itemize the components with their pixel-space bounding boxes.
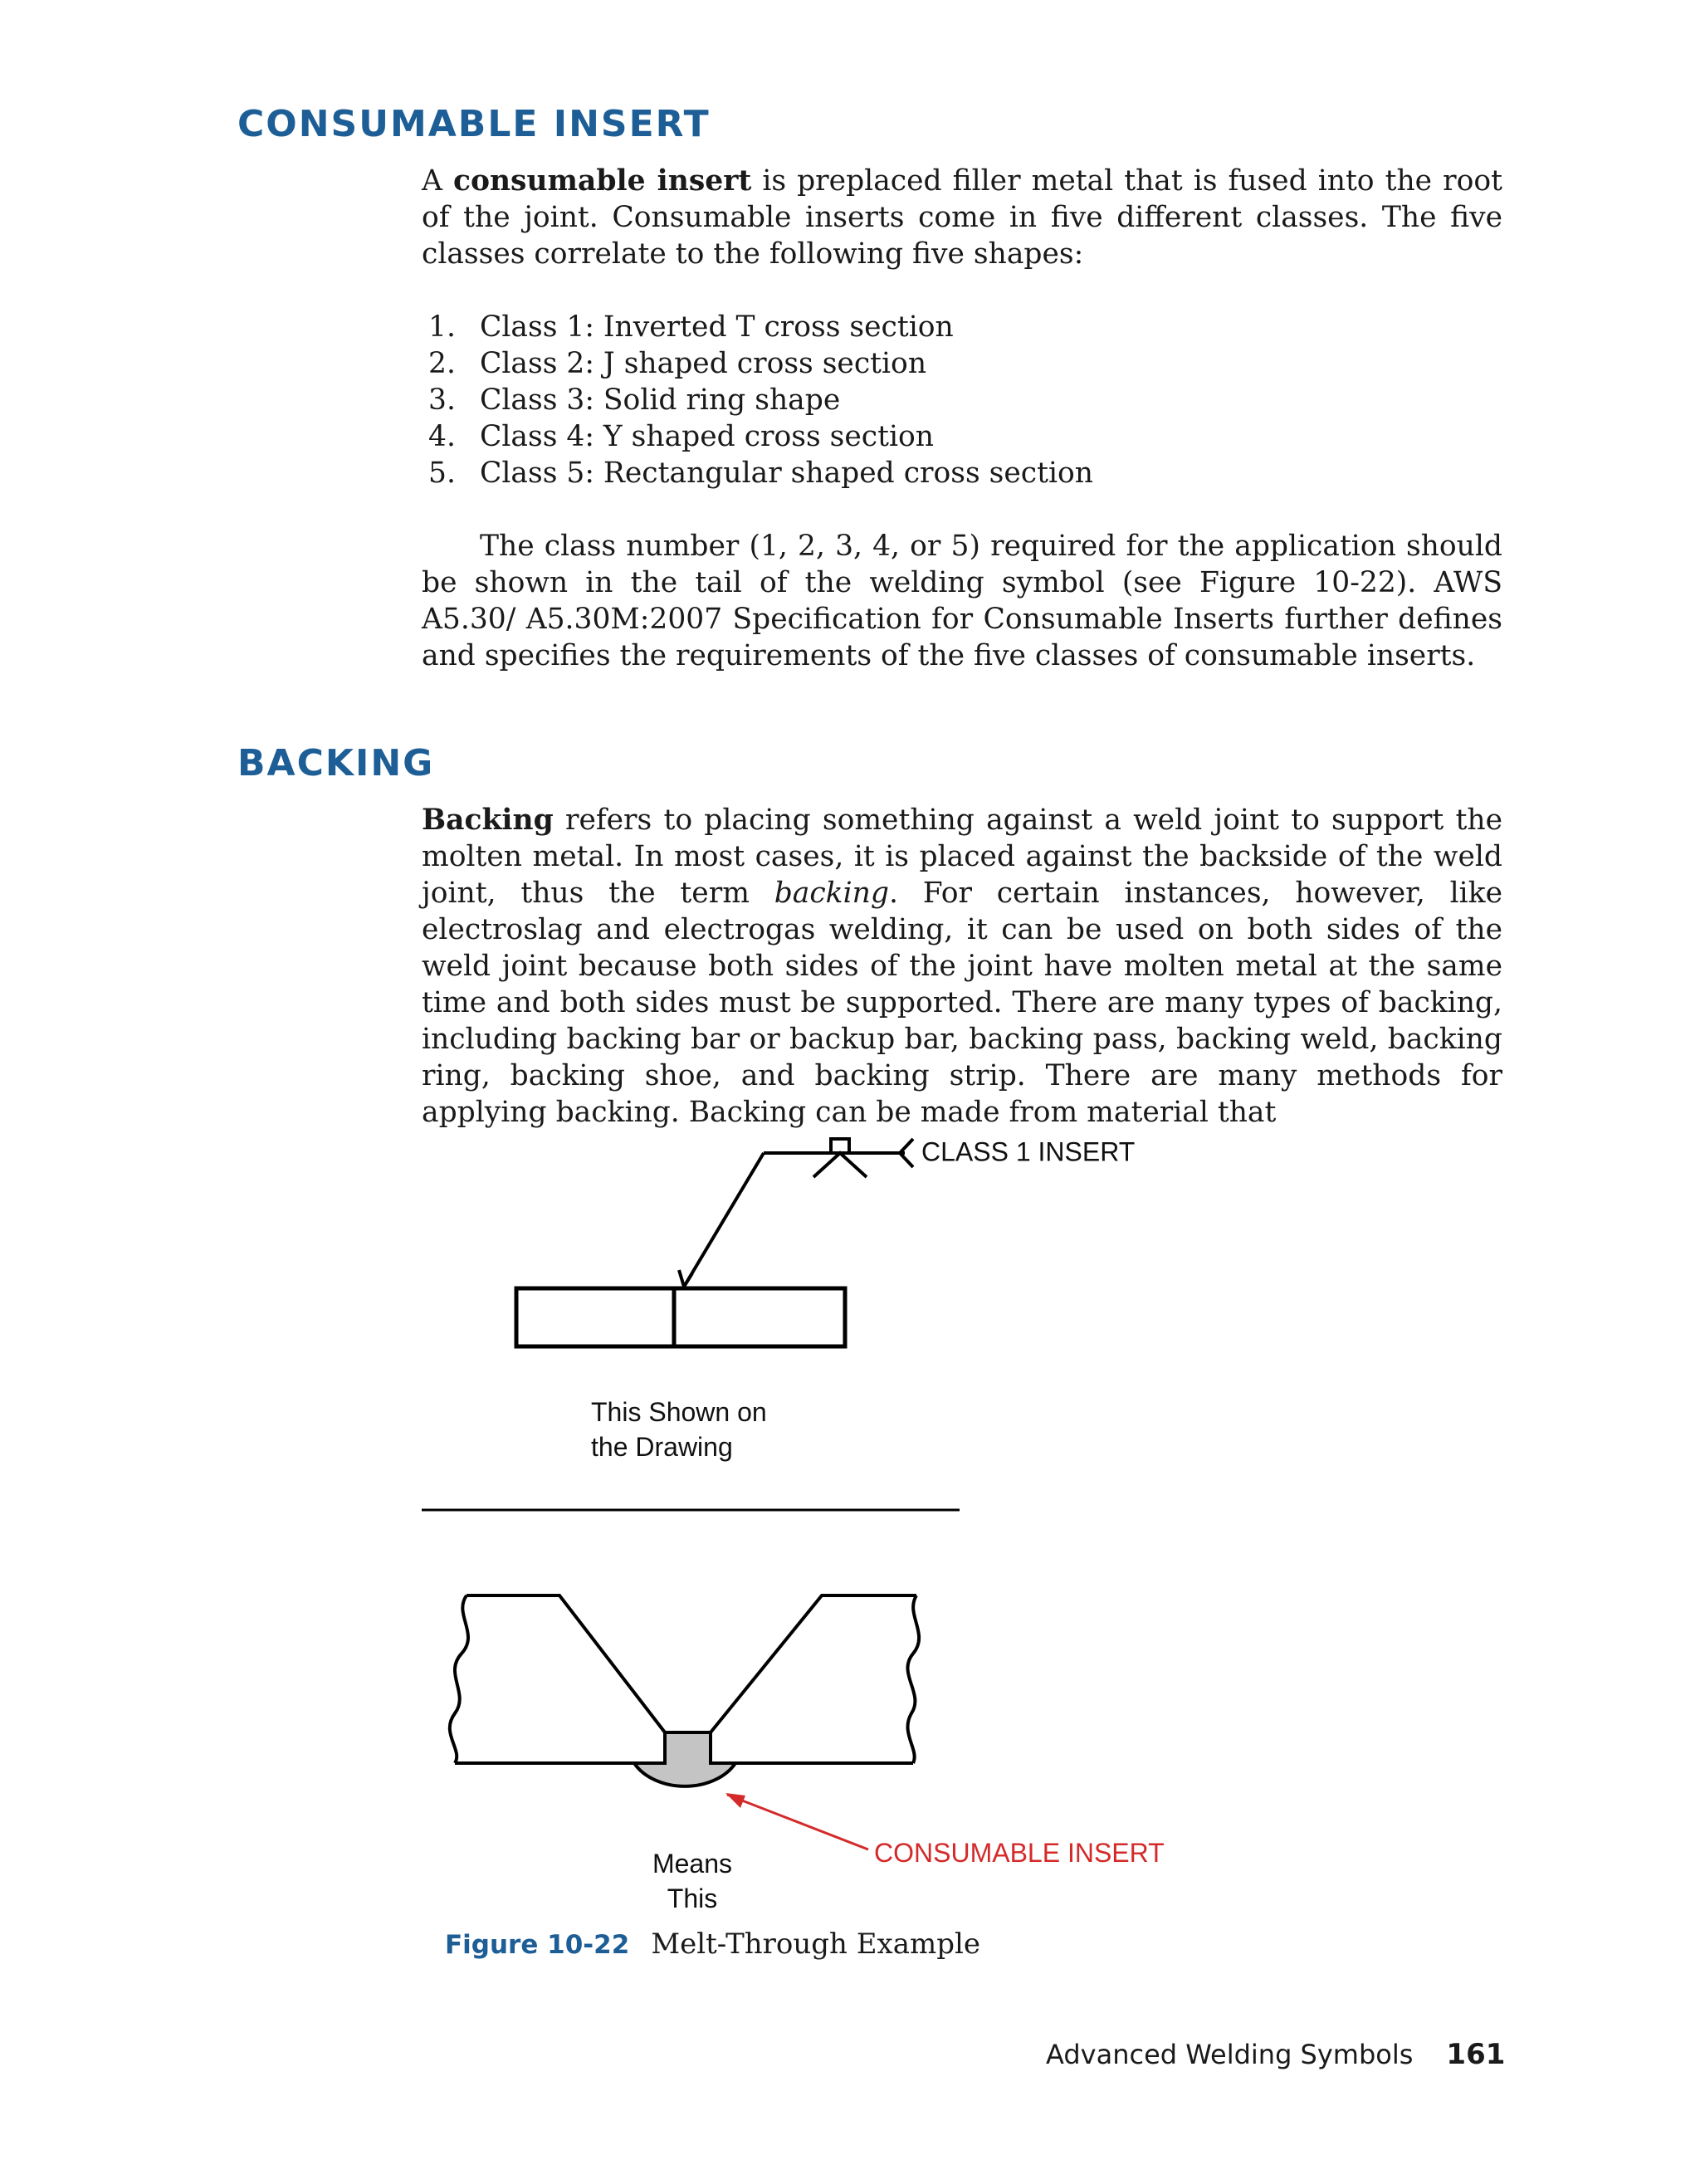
section-heading-backing: BACKING [237, 742, 435, 784]
figure-number: Figure 10-22 [445, 1930, 630, 1960]
left-break-line [450, 1595, 468, 1763]
v-groove-symbol [813, 1153, 867, 1177]
list-item: 4. Class 4: Y shaped cross section [428, 420, 934, 453]
shown-label-line1: This Shown on [591, 1397, 767, 1427]
chapter-title: Advanced Welding Symbols [1046, 2039, 1414, 2070]
list-item: 5. Class 5: Rectangular shaped cross section [428, 457, 1093, 490]
consumable-insert-shape [634, 1732, 735, 1786]
insert-arrow-head [725, 1793, 745, 1808]
figure-title: Melt-Through Example [651, 1927, 981, 1961]
arrow-head [679, 1270, 692, 1287]
list-item: 2. Class 2: J shaped cross section [428, 347, 927, 380]
term-backing-italic: backing [774, 877, 889, 910]
means-label-line1: Means [652, 1849, 733, 1879]
list-item: 1. Class 1: Inverted T cross section [428, 310, 954, 344]
insert-leader-line [727, 1795, 868, 1849]
figure-caption [445, 1927, 980, 1961]
welding-symbol [679, 1139, 913, 1287]
tail-label: CLASS 1 INSERT [921, 1136, 1136, 1167]
tail-symbol [900, 1139, 913, 1167]
page-number: 161 [1446, 2038, 1506, 2071]
page-footer [1046, 2038, 1505, 2071]
left-bevel [467, 1595, 665, 1732]
list-item: 3. Class 3: Solid ring shape [428, 384, 841, 417]
means-label-line2: This [667, 1884, 718, 1913]
section-heading-consumable-insert: CONSUMABLE INSERT [237, 103, 711, 145]
term-consumable-insert: consumable insert [452, 164, 752, 198]
plate-outline [516, 1288, 845, 1346]
arrow-leader-line [684, 1153, 764, 1287]
consumable-class-paragraph: The class number (1, 2, 3, 4, or 5) required for the application should be shown in the tail of the welding symbol (see Figure 10-22). AWS A5.30/ A5.30M:2007 Specification for Consumable Inserts further defines and specifies the requirements of the five classes of consumable inserts. [422, 530, 1502, 672]
insert-label: CONSUMABLE INSERT [874, 1838, 1165, 1868]
intro-prefix: A [422, 164, 453, 198]
shown-label-line2: the Drawing [591, 1432, 733, 1462]
term-backing: Backing [422, 804, 554, 837]
intro-text: is preplaced filler metal that is fused into the root of the joint. Consumable inserts come in five different classes. The five classes correlate to the following five shapes: [422, 164, 1503, 271]
backing-paragraph: Backing refers to placing something against a weld joint to support the molten metal. In most cases, it is placed against the backside of the weld joint, thus the term backing. For certain instances, however, like electroslag and electrogas welding, it can be used on both sides of the weld joint because both sides of the joint have molten metal at the same time and both sides must be supported. There are many types of backing, including backing bar or backup bar, backing pass, backing weld, backing ring, backing shoe, and backing strip. There are many methods for applying backing. Backing can be made from material that [422, 804, 1502, 1129]
right-bevel [711, 1595, 916, 1732]
right-break-line [907, 1595, 919, 1763]
drawing-plates [516, 1288, 845, 1346]
